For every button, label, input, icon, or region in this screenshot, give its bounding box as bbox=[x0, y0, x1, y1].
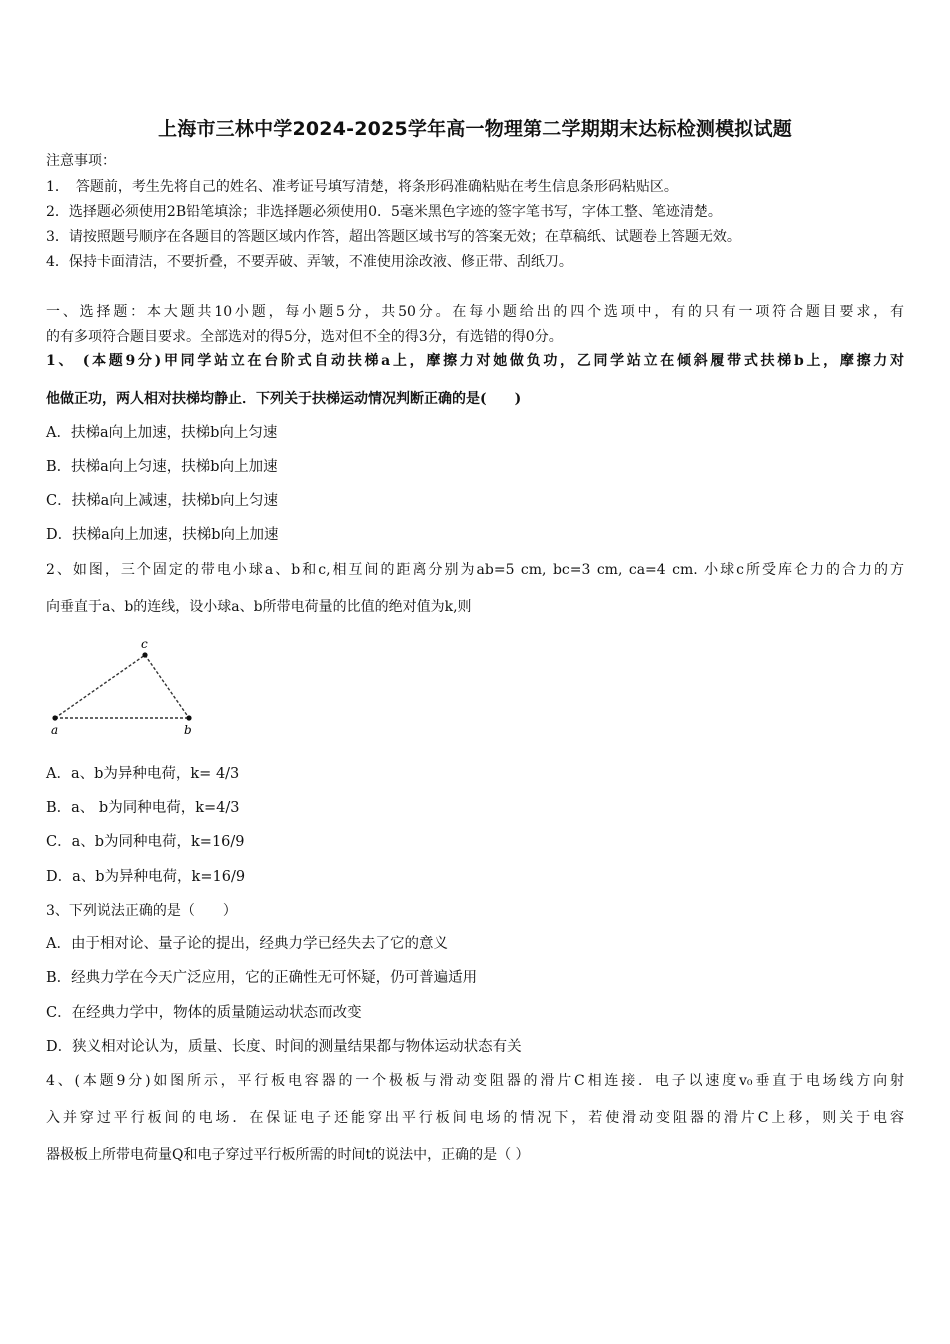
notice-item: 2．选择题必须使用2B铅笔填涂；非选择题必须使用0．5毫米黑色字迹的签字笔书写，字体工整、笔迹清楚。 bbox=[46, 204, 722, 220]
question-2-stem: 向垂直于a、b的连线，设小球a、b所带电荷量的比值的绝对值为k,则 bbox=[46, 599, 472, 615]
charge-c-dot bbox=[142, 652, 147, 657]
question-2-stem: 2、如图，三个固定的带电小球a、b和c,相互间的距离分别为ab=5 cm, bc=3 cm, ca=4 cm. 小球c所受库仑力的合力的方 bbox=[46, 562, 904, 578]
question-2-option-b: B．a、 b为同种电荷，k=4/3 bbox=[46, 800, 240, 816]
page-title: 上海市三林中学2024-2025学年高一物理第二学期期末达标检测模拟试题 bbox=[158, 118, 792, 140]
label-b: b bbox=[184, 723, 192, 737]
section-intro-line: 一、选择题：本大题共10小题，每小题5分，共50分。在每小题给出的四个选项中，有的只有一项符合题目要求，有 bbox=[46, 304, 904, 320]
question-3-option-b: B．经典力学在今天广泛应用，它的正确性无可怀疑，仍可普遍适用 bbox=[46, 970, 478, 986]
question-1-stem: 1、 (本题9分)甲同学站立在台阶式自动扶梯a上，摩擦力对她做负功，乙同学站立在倾斜履带式扶梯b上，摩擦力对 bbox=[46, 353, 904, 369]
question-4-stem: 4、(本题9分)如图所示，平行板电容器的一个极板与滑动变阻器的滑片C相连接．电子以速度v₀垂直于电场线方向射 bbox=[46, 1073, 904, 1089]
section-intro-line: 的有多项符合题目要求。全部选对的得5分，选对但不全的得3分，有选错的得0分。 bbox=[46, 329, 563, 345]
question-1-option-b: B．扶梯a向上匀速，扶梯b向上加速 bbox=[46, 459, 278, 475]
question-3-option-a: A．由于相对论、量子论的提出，经典力学已经失去了它的意义 bbox=[46, 936, 448, 952]
notice-heading: 注意事项： bbox=[46, 153, 116, 169]
question-2-option-c: C．a、b为同种电荷，k=16/9 bbox=[46, 834, 245, 850]
question-3-option-d: D．狭义相对论认为，质量、长度、时间的测量结果都与物体运动状态有关 bbox=[46, 1039, 522, 1055]
question-2-option-a: A．a、b为异种电荷，k= 4/3 bbox=[46, 766, 240, 782]
question-2-option-d: D．a、b为异种电荷，k=16/9 bbox=[46, 869, 246, 885]
question-3-option-c: C．在经典力学中，物体的质量随运动状态而改变 bbox=[46, 1005, 362, 1021]
label-c: c bbox=[141, 637, 148, 651]
charge-b-dot bbox=[186, 715, 191, 720]
segment-ca bbox=[55, 655, 145, 718]
question-1-option-d: D．扶梯a向上加速，扶梯b向上加速 bbox=[46, 527, 279, 543]
question-4-stem: 器极板上所带电荷量Q和电子穿过平行板所需的时间t的说法中，正确的是（ ） bbox=[46, 1147, 530, 1163]
charge-a-dot bbox=[52, 715, 57, 720]
label-a: a bbox=[51, 723, 59, 737]
notice-item: 1． 答题前，考生先将自己的姓名、准考证号填写清楚，将条形码准确粘贴在考生信息条形码粘贴区。 bbox=[46, 179, 678, 195]
charge-triangle-figure bbox=[44, 636, 214, 740]
question-1-stem: 他做正功，两人相对扶梯均静止．下列关于扶梯运动情况判断正确的是( ) bbox=[46, 391, 522, 407]
notice-item: 3．请按照题号顺序在各题目的答题区域内作答，超出答题区域书写的答案无效；在草稿纸、试题卷上答题无效。 bbox=[46, 229, 741, 245]
question-1-option-a: A．扶梯a向上加速，扶梯b向上匀速 bbox=[46, 425, 278, 441]
question-1-option-c: C．扶梯a向上减速，扶梯b向上匀速 bbox=[46, 493, 279, 509]
segment-bc bbox=[145, 655, 189, 718]
notice-item: 4．保持卡面清洁，不要折叠，不要弄破、弄皱，不准使用涂改液、修正带、刮纸刀。 bbox=[46, 254, 573, 270]
question-4-stem: 入并穿过平行板间的电场．在保证电子还能穿出平行板间电场的情况下，若使滑动变阻器的滑片C上移，则关于电容 bbox=[46, 1110, 904, 1126]
question-3-stem: 3、下列说法正确的是（ ） bbox=[46, 903, 237, 919]
